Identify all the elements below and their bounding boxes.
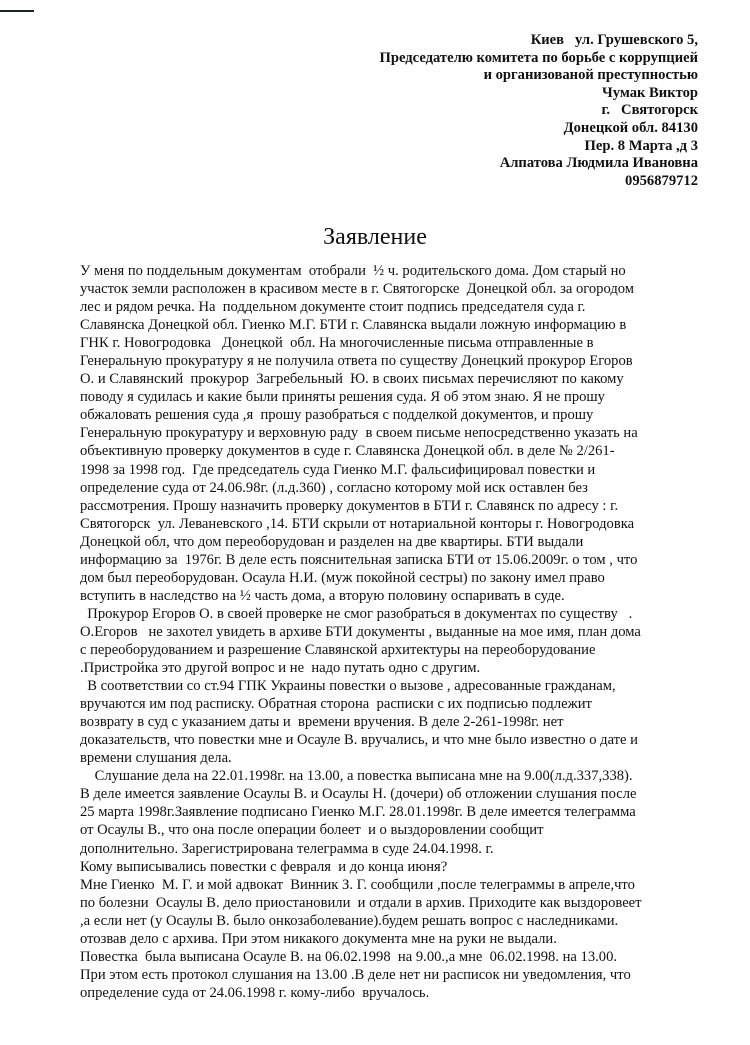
body-line: вручаются им под расписку. Обратная сторона расписки с их подписью подлежит [80,696,592,713]
body-line: Славянска Донецкой обл. Гиенко М.Г. БТИ г. Славянска выдали ложную информацию в [80,317,627,334]
address-line: Алпатова Людмила Ивановна [499,155,698,172]
body-line: определение суда от 24.06.98г. (л.д.360) , согласно которому мой иск оставлен без [80,479,588,496]
address-line: и организованой преступностью [483,67,698,84]
body-line: времени слушания дела. [80,750,232,767]
body-line: Генеральную прокуратуру и верховную раду в своем письме непосредственно указать на [80,425,638,442]
body-line: по болезни Осаулы В. дело приостановили и отдали в архив. Приходите как выздоровеет [80,894,642,911]
body-line: дом был переоборудован. Осаула Н.И. (муж покойной сестры) по закону имел право [80,569,605,586]
body-line: Мне Гиенко М. Г. и мой адвокат Винник З. Г. сообщили ,после телеграммы в апреле,что [80,876,635,893]
body-line: Повестка была выписана Осауле В. на 06.02.1998 на 9.00.,а мне 06.02.1998. на 13.00. [80,948,618,965]
body-line: Святогорск ул. Леваневского ,14. БТИ скрыли от нотариальной конторы г. Новогродовка [80,515,635,532]
body-line: определение суда от 24.06.1998 г. кому-либо вручалось. [80,984,430,1001]
body-line: Прокурор Егоров О. в своей проверке не смог разобраться в документах по существу . [80,605,633,622]
document-body [80,262,720,1002]
body-line: Генеральную прокуратуру я не получила ответа по существу Донецкий прокурор Егоров [80,353,633,370]
address-line: Донецкой обл. 84130 [563,119,698,136]
body-line: В соответствии со ст.94 ГПК Украины повестки о вызове , адресованные гражданам, [80,678,616,695]
body-line: ГНК г. Новогродовка Донецкой обл. На многочисленные письма отправленные в [80,335,594,352]
address-line: Председателю комитета по борьбе с коррупцией [379,49,698,66]
body-line: обжаловать решения суда ,я прошу разобраться с подделкой документов, и прошу [80,407,594,424]
body-line: Донецкой обл, что дом переоборудован и разделен на две квартиры. БТИ выдали [80,533,584,550]
address-line: Киев ул. Грушевского 5, [530,32,698,48]
body-line: 1998 за 1998 год. Где председатель суда Гиенко М.Г. фальсифицировал повестки и [80,461,596,478]
address-line: Чумак Виктор [602,84,698,101]
addressee-block [380,32,698,190]
body-line: отозвав дело с архива. При этом никакого документа мне на руки не выдали. [80,930,557,947]
scan-corner-mark [0,10,34,12]
body-line: рассмотрения. Прошу назначить проверку документов в БТИ г. Славянск по адресу : г. [80,497,619,514]
body-line: доказательств, что повестки мне и Осауле В. вручались, и что мне было известно о дате и [80,732,638,749]
body-line: лес и рядом речка. На поддельном документе стоит подпись председателя суда г. [80,299,586,316]
address-line: 0956879712 [625,172,698,189]
body-line: поводу я судилась и какие были приняты решения суда. Я об этом знаю. Я не прошу [80,389,605,406]
body-line: При этом есть протокол слушания на 13.00 .В деле нет ни расписок ни уведомления, что [80,966,631,983]
body-line: ,а если нет (у Осаулы В. было онкозаболевание).будем решать вопрос с наследниками. [80,912,619,929]
address-line: Пер. 8 Марта ,д 3 [584,137,698,154]
body-line: У меня по поддельным документам отобрали ½ ч. родительского дома. Дом старый но [80,263,626,279]
body-line: дополнительно. Зарегистрирована телеграмма в суде 24.04.1998. г. [80,840,494,857]
document-title: Заявление [323,224,427,250]
body-line: О.Егоров не захотел увидеть в архиве БТИ документы , выданные на мое имя, план дома [80,623,641,640]
body-line: информацию за 1976г. В деле есть пояснительная записка БТИ от 15.06.2009г. о том , что [80,551,638,568]
body-line: от Осаулы В., что она после операции болеет и о выздоровлении сообщит [80,822,544,839]
body-line: возврату в суд с указанием даты и времени вручения. В деле 2-261-1998г. нет [80,714,564,731]
body-line: Слушание дела на 22.01.1998г. на 13.00, а повестка выписана мне на 9.00(л.д.337,338). [80,768,633,785]
body-line: .Пристройка это другой вопрос и не надо путать одно с другим. [80,660,481,677]
body-line: с переоборудованием и разрешение Славянской архитектуры на переоборудование [80,641,596,658]
body-line: Кому выписывались повестки с февраля и до конца июня? [80,858,448,875]
body-line: 25 марта 1998г.Заявление подписано Гиенко М.Г. 28.01.1998г. В деле имеется телеграмма [80,804,636,821]
body-line: В деле имеется заявление Осаулы В. и Осаулы Н. (дочери) об отложении слушания после [80,786,637,803]
address-line: г. Святогорск [601,102,698,119]
body-line: О. и Славянский прокурор Загребельный Ю. в своих письмах перечисляют по какому [80,371,624,388]
body-line: объективную проверку документов в суде г. Славянска Донецкой обл. в деле № 2/261- [80,443,615,460]
body-line: участок земли расположен в красивом месте в г. Святогорске Донецкой обл. за огородом [80,281,635,298]
body-line: вступить в наследство на ½ часть дома, а вторую половину оспаривать в суде. [80,587,565,604]
